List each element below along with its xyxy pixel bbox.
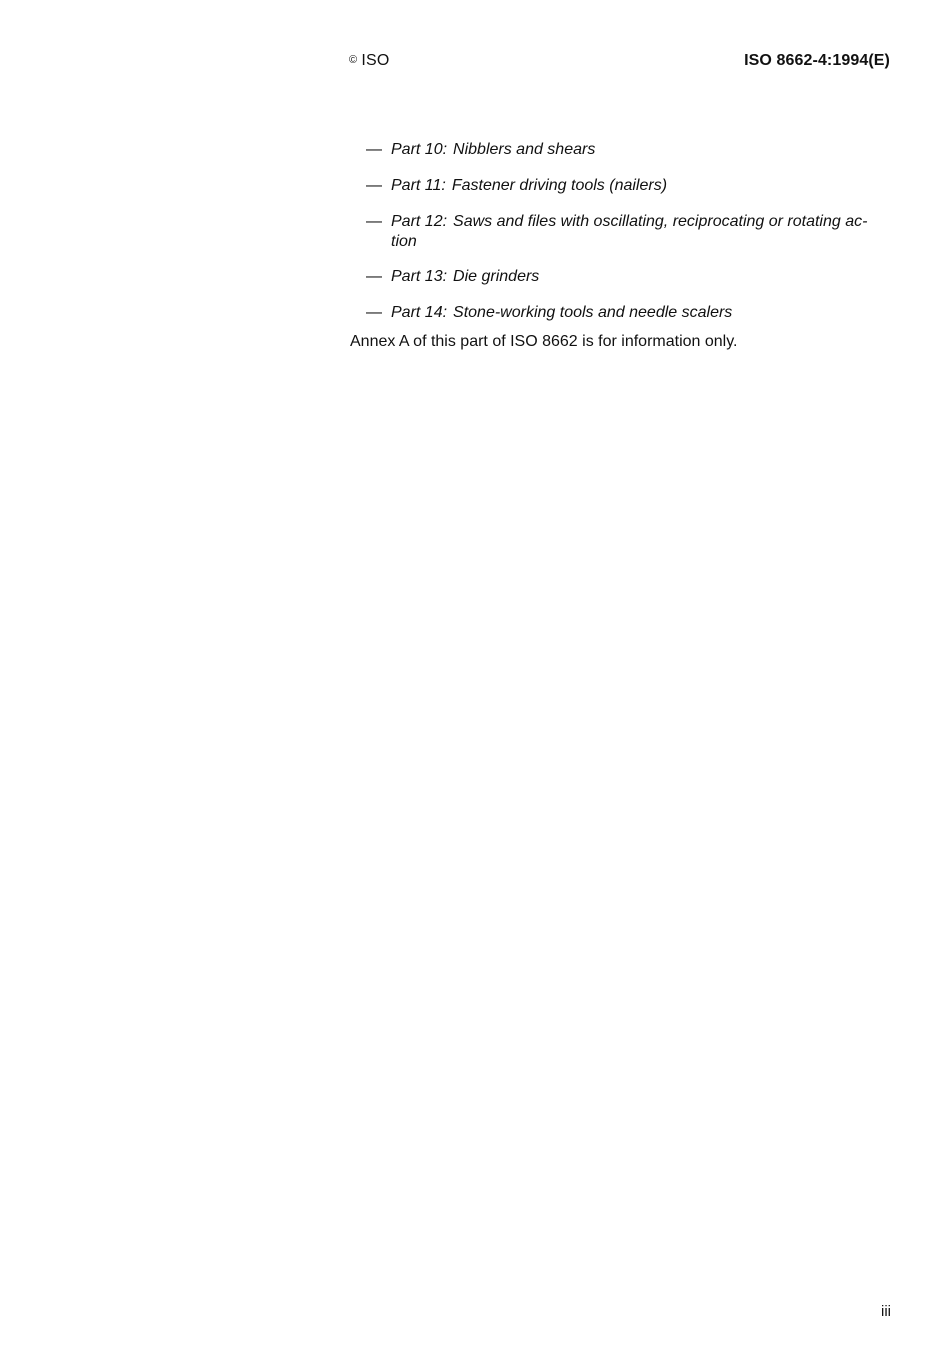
document-id: ISO 8662-4:1994(E) bbox=[744, 52, 890, 69]
part-number: Part 13: bbox=[391, 268, 448, 285]
list-item bbox=[366, 303, 896, 323]
part-number: Part 12: bbox=[391, 213, 448, 230]
part-title: Saws and files with oscillating, reciprocating or rotating ac- bbox=[453, 213, 868, 230]
part-number: Part 14: bbox=[391, 304, 448, 321]
list-dash: — bbox=[366, 268, 382, 285]
list-item bbox=[366, 267, 896, 287]
parts-list bbox=[366, 140, 896, 339]
list-item bbox=[366, 176, 896, 196]
copyright-notice bbox=[349, 52, 389, 70]
list-dash: — bbox=[366, 141, 382, 158]
part-title: Nibblers and shears bbox=[453, 141, 596, 158]
copyright-holder: ISO bbox=[361, 52, 390, 69]
part-title: Fastener driving tools (nailers) bbox=[451, 177, 668, 194]
copyright-symbol: © bbox=[349, 54, 358, 66]
part-title-continuation: tion bbox=[391, 233, 417, 250]
list-dash: — bbox=[366, 177, 382, 194]
part-number: Part 11: bbox=[391, 177, 446, 194]
part-number: Part 10: bbox=[391, 141, 448, 158]
part-title: Stone-working tools and needle scalers bbox=[453, 304, 733, 321]
part-title: Die grinders bbox=[453, 268, 540, 285]
list-item bbox=[366, 140, 896, 160]
annex-note: Annex A of this part of ISO 8662 is for information only. bbox=[350, 333, 738, 350]
page-number: iii bbox=[881, 1303, 891, 1320]
list-dash: — bbox=[366, 213, 382, 230]
list-item bbox=[366, 212, 896, 252]
list-dash: — bbox=[366, 304, 382, 321]
